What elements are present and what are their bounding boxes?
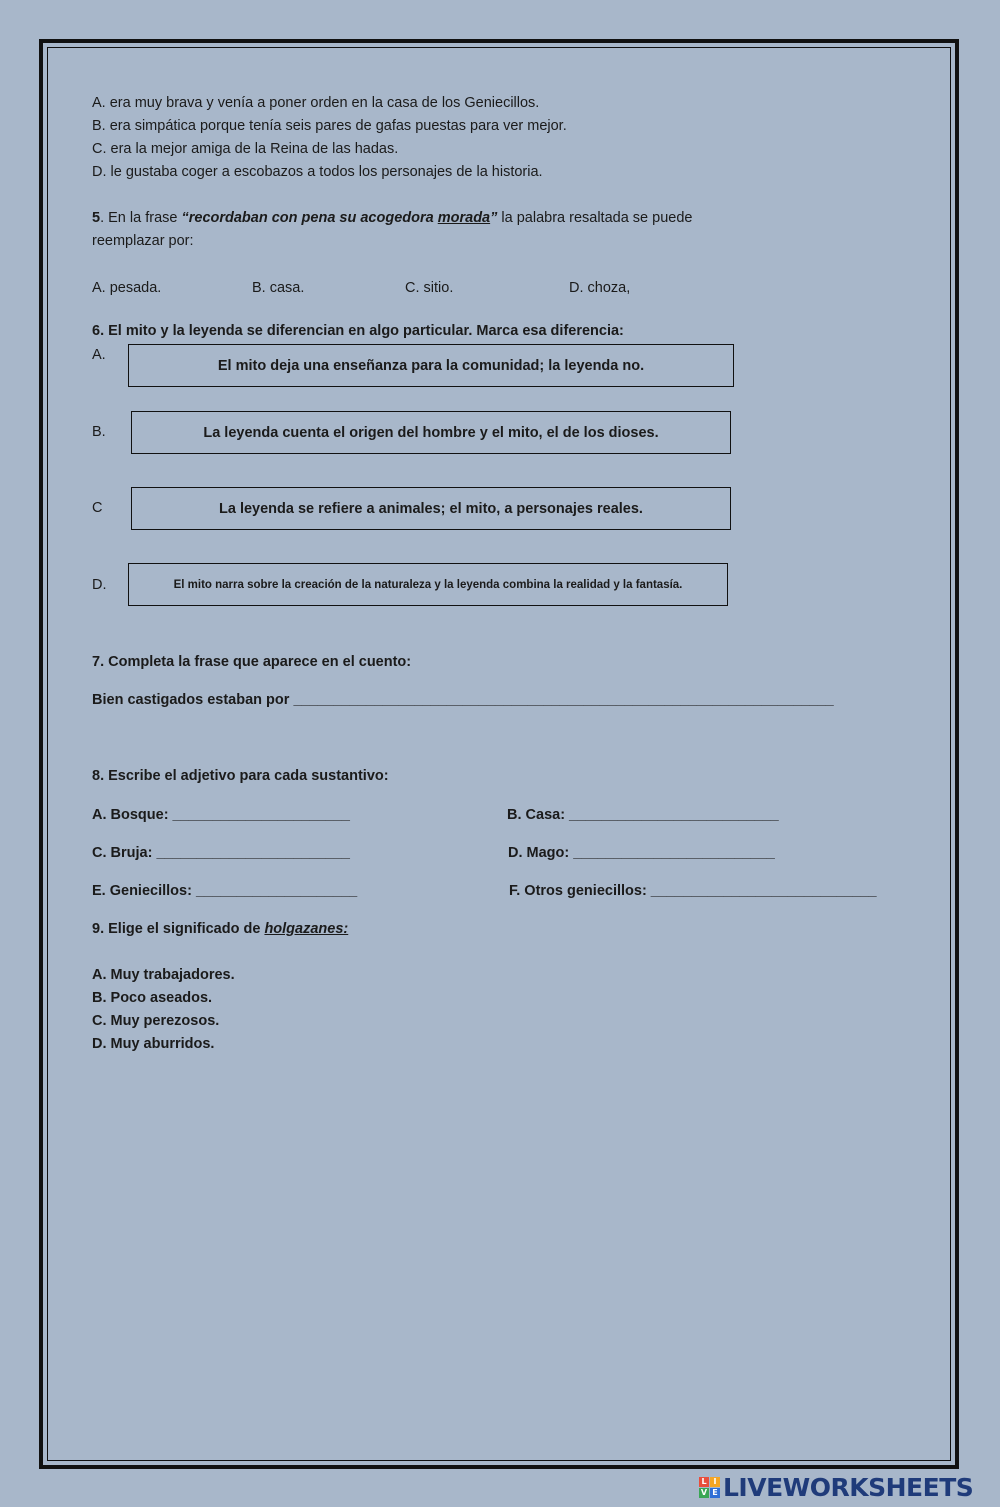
q6-question: 6. El mito y la leyenda se diferencian en algo particular. Marca esa diferencia: [92,323,624,339]
q5-option-a[interactable]: A. pesada. [92,280,162,296]
q6-option-d-text: El mito narra sobre la creación de la naturaleza y la leyenda combina la realidad y la fantasía. [173,578,683,591]
q4-option-b: B. era simpática porque tenía seis pares de gafas puestas para ver mejor. [92,118,567,134]
live-badge-icon [699,1477,720,1498]
q8-item-bosque[interactable]: A. Bosque: ______________________ [92,807,350,823]
q6-option-c-text: La leyenda se refiere a animales; el mito, a personajes reales. [219,500,643,517]
q8-question: 8. Escribe el adjetivo para cada sustantivo: [92,768,389,784]
q9-option-b[interactable]: B. Poco aseados. [92,990,213,1006]
q6-option-b-letter: B. [92,424,106,440]
q4-option-d: D. le gustaba coger a escobazos a todos los personajes de la historia. [92,164,543,180]
q4-option-a: A. era muy brava y venía a poner orden en la casa de los Geniecillos. [92,95,540,111]
q6-option-b-box[interactable] [131,411,731,454]
q6-option-a-text: El mito deja una enseñanza para la comunidad; la leyenda no. [217,357,645,374]
q5-option-c[interactable]: C. sitio. [405,280,454,296]
badge-letter-i: I [710,1477,720,1487]
q5-question [92,208,692,228]
q5-option-d[interactable]: D. choza, [569,280,631,296]
q6-option-a-box[interactable] [128,344,734,387]
q9-option-d[interactable]: D. Muy aburridos. [92,1036,215,1052]
badge-letter-e: E [710,1488,720,1498]
q6-option-b-text: La leyenda cuenta el origen del hombre y el mito, el de los dioses. [203,424,659,441]
q8-item-geniecillos[interactable]: E. Geniecillos: ____________________ [92,883,358,899]
q5-question-line2: reemplazar por: [92,233,194,249]
q5-quote-start: “recordaban con pena su acogedora [181,210,438,226]
liveworksheets-logo[interactable] [699,1473,973,1501]
q9-option-a[interactable]: A. Muy trabajadores. [92,967,235,983]
q9-question [92,919,348,939]
q8-item-mago[interactable]: D. Mago: _________________________ [508,845,775,861]
q7-question: 7. Completa la frase que aparece en el cuento: [92,654,412,670]
q9-option-c[interactable]: C. Muy perezosos. [92,1013,220,1029]
q9-question-prefix: 9. Elige el significado de [92,921,265,937]
q5-highlighted-word: morada [437,210,491,226]
q9-question-word: holgazanes: [264,921,349,937]
q6-option-a-letter: A. [92,347,106,363]
q8-item-bruja[interactable]: C. Bruja: ________________________ [92,845,350,861]
page-border [39,39,959,1469]
q6-option-c-box[interactable] [131,487,731,530]
q7-answer-line[interactable]: Bien castigados estaban por ___________________________________________________________________ [92,692,834,708]
badge-letter-l: L [699,1477,709,1487]
q8-item-otros-geniecillos[interactable]: F. Otros geniecillos: ____________________________ [509,883,877,899]
q6-option-d-box[interactable] [128,563,728,606]
q5-option-b[interactable]: B. casa. [252,280,305,296]
q5-number: 5 [92,210,101,226]
q6-option-c-letter: C [92,500,103,516]
badge-letter-v: V [700,1488,708,1497]
q6-option-d-letter: D. [92,577,107,593]
q5-quote-end: ” [490,210,498,226]
q4-option-c: C. era la mejor amiga de la Reina de las hadas. [92,141,399,157]
q5-suffix: la palabra resaltada se puede [497,210,693,226]
q5-prefix: . En la frase [100,210,182,226]
q8-item-casa[interactable]: B. Casa: __________________________ [507,807,779,823]
page-inner-border [47,47,951,1461]
brand-name: LIVEWORKSHEETS [723,1472,974,1502]
